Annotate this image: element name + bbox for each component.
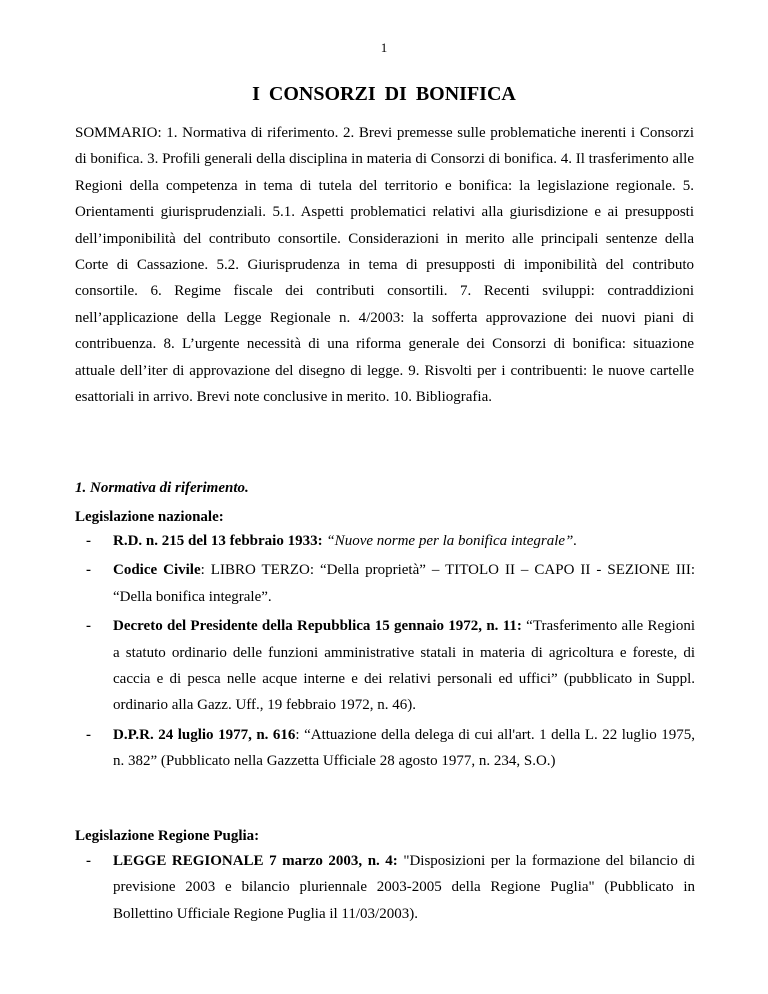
law-citation: R.D. n. 215 del 13 febbraio 1933:: [113, 533, 323, 549]
regional-law-list: [75, 848, 695, 930]
list-dash: -: [86, 562, 91, 579]
law-item: [75, 848, 695, 927]
page-number: 1: [380, 40, 388, 55]
document-title: I CONSORZI DI BONIFICA: [252, 83, 516, 105]
section-heading: 1. Normativa di riferimento.: [75, 480, 249, 496]
law-description: "Disposizioni per la formazione del bilancio di previsione 2003 e bilancio pluriennale 2003-2005 della Regione Puglia" (Pubblicato in Bollettino Ufficiale Regione Puglia il 11/03/2003).: [113, 853, 696, 922]
law-citation: Decreto del Presidente della Repubblica 15 gennaio 1972, n. 11:: [113, 618, 522, 635]
regional-legislation-heading: Legislazione Regione Puglia:: [75, 828, 260, 844]
law-item: [75, 613, 695, 719]
law-item: [75, 557, 695, 610]
law-description: : LIBRO TERZO: “Della proprietà” – TITOLO II – CAPO II - SEZIONE III: “Della bonifica integrale”.: [113, 562, 695, 605]
law-item: [75, 722, 695, 775]
list-dash: -: [86, 618, 91, 635]
summary-paragraph: SOMMARIO: 1. Normativa di riferimento. 2. Brevi premesse sulle problematiche inerenti i Consorzi di bonifica. 3. Profili generali della disciplina in materia di Consorzi di bonifica. 4. Il trasferimento alle Regioni della competenza in tema di tutela del territorio e bonifica: la legislazione regionale. 5. Orientamenti giurisprudenziali. 5.1. Aspetti problematici relativi alla giurisdizione e ai presupposti dell’imponibilità del contributo consortile. Considerazioni in merito alle principali sentenze della Corte di Cassazione. 5.2. Giurisprudenza in tema di presupposti di imponibilità del contributo consortile. 6. Regime fiscale dei contributi consortili. 7. Recenti sviluppi: contraddizioni nell’applicazione della Legge Regionale n. 4/2003: la sofferta approvazione dei nuovi piani di contribuenza. 8. L’urgente necessità di una riforma generale dei Consorzi di bonifica: situazione attuale dell’iter di approvazione del disegno di legge. 9. Risvolti per i contribuenti: le nuove cartelle esattoriali in arrivo. Brevi note conclusive in merito. 10. Bibliografia.: [75, 125, 694, 406]
law-description: “Nuove norme per la bonifica integrale”.: [322, 533, 578, 549]
law-description: “Trasferimento alle Regioni a statuto ordinario delle funzioni amministrative statali in materia di agricoltura e foreste, di caccia e di pesca nelle acque interne e dei relativi personali ed uffici” (pubblicato in Suppl. ordinario alla Gazz. Uff., 19 febbraio 1972, n. 46).: [113, 618, 695, 714]
national-law-list: [75, 528, 695, 778]
law-item: [75, 528, 695, 554]
law-citation: Codice Civile: [113, 562, 201, 579]
list-dash: -: [86, 533, 91, 549]
law-citation: D.P.R. 24 luglio 1977, n. 616: [113, 726, 296, 743]
list-dash: -: [86, 726, 91, 743]
law-description: : “Attuazione della delega di cui all'art. 1 della L. 22 luglio 1975, n. 382” (Pubblicato nella Gazzetta Ufficiale 28 agosto 1977, n. 234, S.O.): [113, 726, 695, 770]
list-dash: -: [86, 853, 91, 869]
law-citation: LEGGE REGIONALE 7 marzo 2003, n. 4:: [113, 853, 398, 869]
national-legislation-heading: Legislazione nazionale:: [75, 509, 224, 525]
